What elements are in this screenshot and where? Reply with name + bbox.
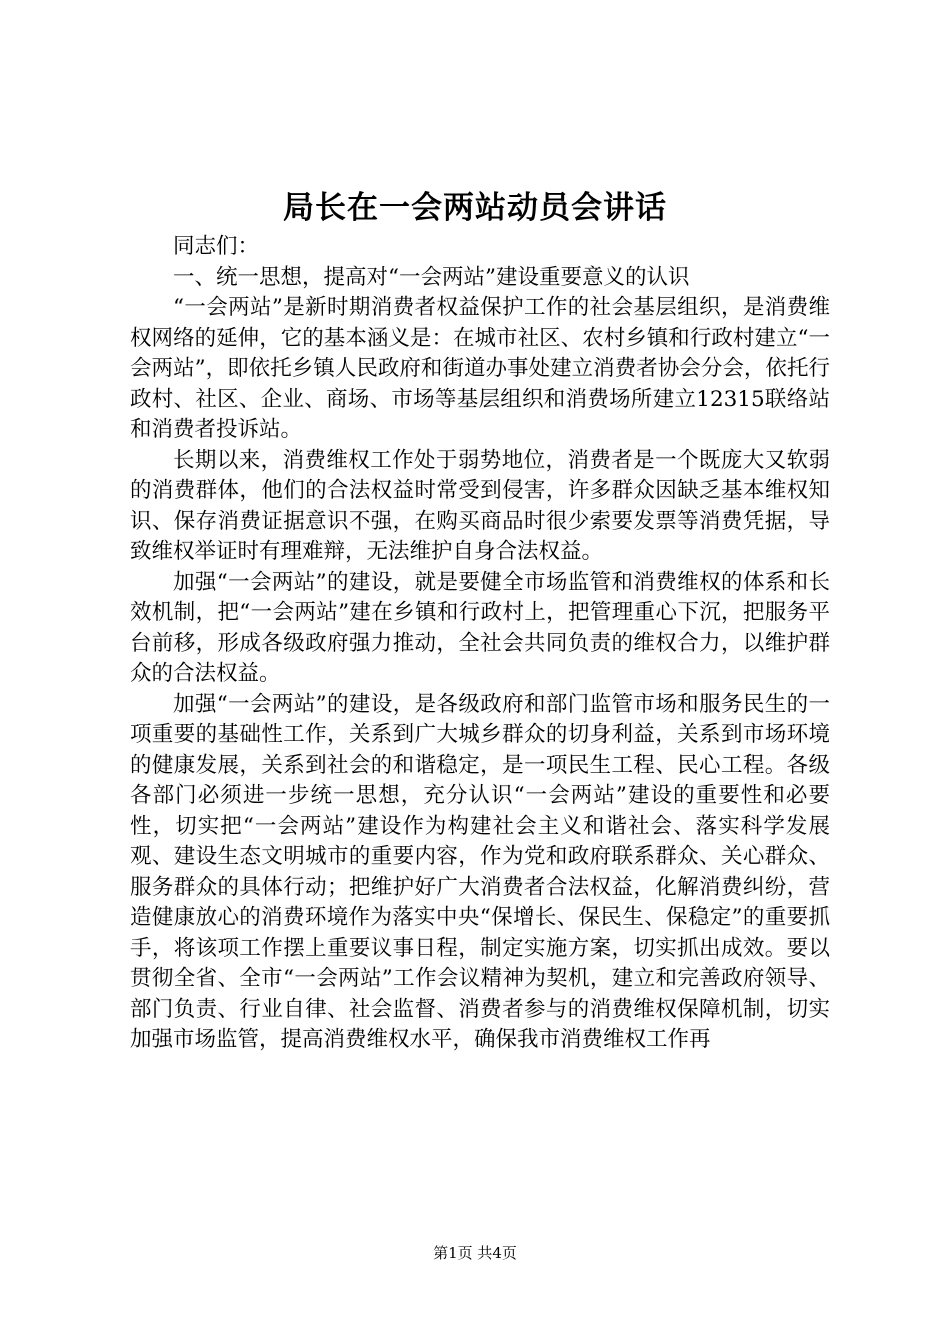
paragraph-1: “一会两站”是新时期消费者权益保护工作的社会基层组织，是消费维权网络的延伸，它的基本涵义是：在城市社区、农村乡镇和行政村建立“一会两站”，即依托乡镇人民政府和街道办事处建立消费者协会分会，依托行政村、社区、企业、商场、市场等基层组织和消费场所建立12315联络站和消费者投诉站。 — [130, 295, 830, 442]
page-number-footer: 第1页 共4页 — [433, 1244, 517, 1262]
paragraph-3: 加强“一会两站”的建设，就是要健全市场监管和消费维权的体系和长效机制，把“一会两站”建在乡镇和行政村上，把管理重心下沉，把服务平台前移，形成各级政府强力推动，全社会共同负责的维权合力，以维护群众的合法权益。 — [130, 569, 830, 686]
paragraph-2: 长期以来，消费维权工作处于弱势地位，消费者是一个既庞大又软弱的消费群体，他们的合法权益时常受到侵害，许多群众因缺乏基本维权知识、保存消费证据意识不强，在购买商品时很少索要发票等消费凭据，导致维权举证时有理难辩，无法维护自身合法权益。 — [130, 447, 830, 564]
paragraph-4: 加强“一会两站”的建设，是各级政府和部门监管市场和服务民生的一项重要的基础性工作，关系到广大城乡群众的切身利益，关系到市场环境的健康发展，关系到社会的和谐稳定，是一项民生工程、民心工程。各级各部门必须进一步统一思想，充分认识“一会两站”建设的重要性和必要性，切实把“一会两站”建设作为构建社会主义和谐社会、落实科学发展观、建设生态文明城市的重要内容，作为党和政府联系群众、关心群众、服务群众的具体行动；把维护好广大消费者合法权益，化解消费纠纷，营造健康放心的消费环境作为落实中央“保增长、保民生、保稳定”的重要抓手，将该项工作摆上重要议事日程，制定实施方案，切实抓出成效。要以贯彻全省、全市“一会两站”工作会议精神为契机，建立和完善政府领导、部门负责、行业自律、社会监督、消费者参与的消费维权保障机制，切实加强市场监管，提高消费维权水平，确保我市消费维权工作再 — [130, 691, 830, 1052]
page-title: 局长在一会两站动员会讲话 — [283, 190, 667, 226]
section-heading: 一、统一思想，提高对“一会两站”建设重要意义的认识 — [173, 264, 690, 290]
document-body — [130, 232, 830, 1056]
greeting: 同志们： — [173, 234, 260, 259]
